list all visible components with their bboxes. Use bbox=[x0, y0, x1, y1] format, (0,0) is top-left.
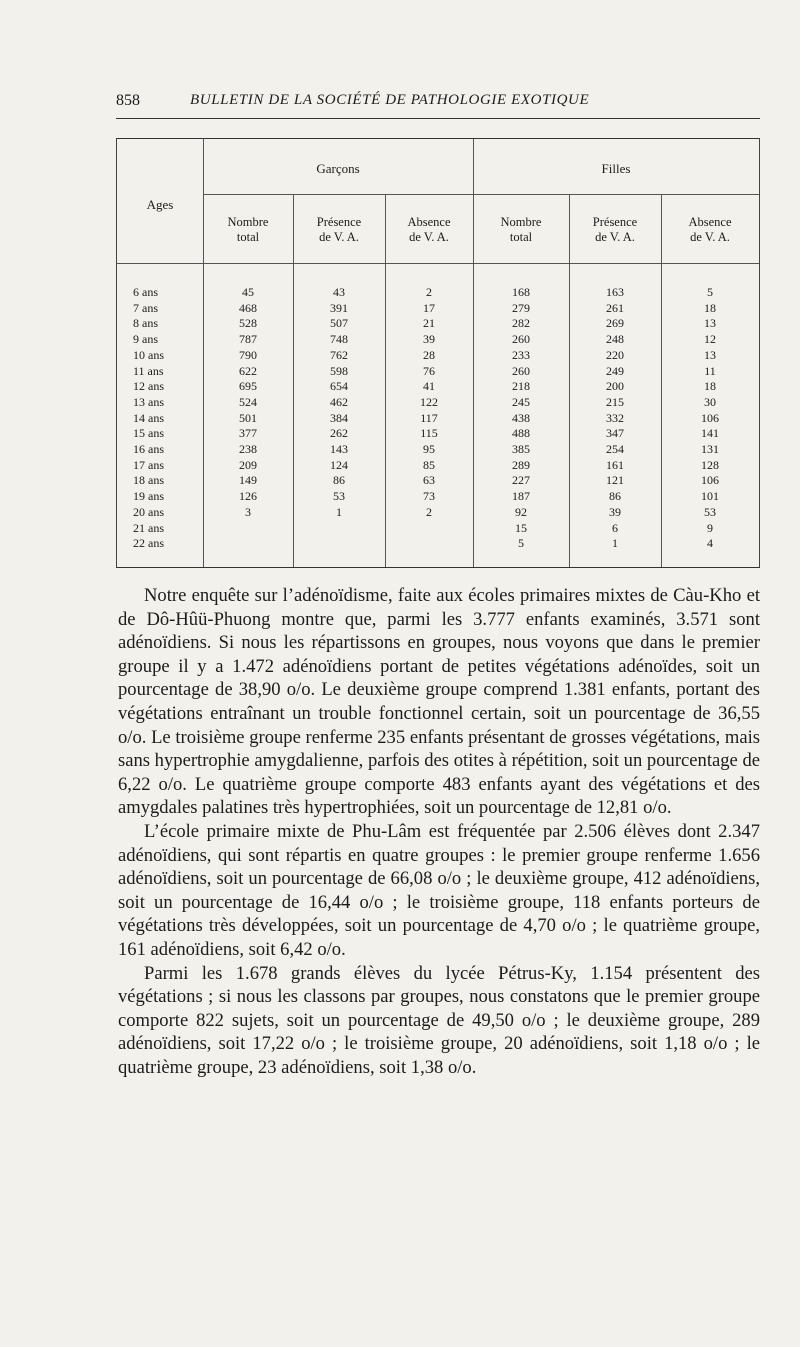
table-cell-g-total: 468 bbox=[239, 300, 257, 315]
table-cell-g-total: 238 bbox=[239, 442, 257, 456]
header-line: Nombre bbox=[227, 215, 269, 229]
table-cell-f-total: 15 bbox=[515, 520, 527, 535]
table-cell-g-pres: 654 bbox=[330, 379, 348, 394]
header-filles: Filles bbox=[601, 161, 631, 176]
table-cell-g-total: 501 bbox=[239, 410, 257, 425]
table-cell-f-pres: 261 bbox=[606, 300, 624, 315]
header-g-absence bbox=[385, 215, 473, 245]
paragraph: Notre enquête sur l’adénoïdisme, faite aux écoles primaires mixtes de Càu-Kho et de Dô-Hûü-Phuong montre que, parmi les 3.777 enfants examinés, 3.571 sont adénoïdiens. Si nous les répartissons en groupes, nous voyons que dans le premier groupe il y a 1.472 adénoïdiens portant de petites végétations adénoïdes, soit un pourcentage de 38,90 o/o. Le deuxième groupe comprend 1.381 enfants, portant des végétations entraînant un trouble fonctionnel certain, soit un pourcentage de 36,55 o/o. Le troisième groupe renferme 235 enfants présentant de grosses végétations, mais sans hypertrophie amygdalienne, parfois des otites à répétition, soit un pourcentage de 6,22 o/o. Le quatrième groupe comporte 483 enfants ayant des végétations et des amygdales palatines très hypertrophiées, soit un pourcentage de 12,81 o/o. bbox=[118, 585, 760, 819]
header-g-total bbox=[203, 215, 293, 245]
table-cell-g-total: 524 bbox=[239, 394, 257, 409]
table-cell-g-abs: 41 bbox=[423, 379, 435, 394]
table-cell-f-abs: 128 bbox=[701, 457, 719, 472]
table-cell-g-abs: 85 bbox=[423, 457, 435, 472]
table-cell-g-abs: 39 bbox=[423, 332, 435, 347]
table-cell-age: 15 ans bbox=[133, 426, 164, 441]
table-cell-f-total: 385 bbox=[512, 442, 530, 456]
table-cell-g-pres: 143 bbox=[330, 442, 348, 456]
table-cell-g-abs: 122 bbox=[420, 394, 438, 409]
header-garcons: Garçons bbox=[316, 161, 360, 176]
table-cell-age: 6 ans bbox=[133, 285, 158, 299]
table-cell-age: 10 ans bbox=[133, 347, 164, 362]
table-cell-g-pres: 53 bbox=[333, 489, 345, 504]
table-cell-age: 12 ans bbox=[133, 379, 164, 394]
table-cell-g-total: 622 bbox=[239, 363, 257, 378]
table-cell-g-pres: 598 bbox=[330, 363, 348, 378]
table-cell-f-abs: 9 bbox=[707, 520, 713, 535]
table-cell-g-total: 126 bbox=[239, 489, 257, 504]
table-cell-g-pres: 748 bbox=[330, 332, 348, 347]
table-cell-f-total: 168 bbox=[512, 285, 530, 299]
page-number: 858 bbox=[116, 92, 140, 109]
header-line: de V. A. bbox=[319, 230, 359, 244]
table-cell-f-total: 92 bbox=[515, 504, 527, 519]
header-f-absence bbox=[661, 215, 759, 245]
table-cell-f-total: 245 bbox=[512, 394, 530, 409]
table-cell-f-pres: 248 bbox=[606, 332, 624, 347]
table-cell-f-total: 289 bbox=[512, 457, 530, 472]
table-cell-g-abs: 76 bbox=[423, 363, 435, 378]
paragraph: L’école primaire mixte de Phu-Lâm est fréquentée par 2.506 élèves dont 2.347 adénoïdiens, qui sont répartis en quatre groupes : le premier groupe renferme 1.656 adénoïdiens, soit un pourcentage de 66,08 o/o ; le deuxième groupe, 412 adénoïdiens, soit un pourcentage de 16,44 o/o ; le troisième groupe, 118 enfants porteurs de végétations très développées, soit un pourcentage de 4,70 o/o ; le quatrième groupe, 161 adénoïdiens, soit 6,42 o/o. bbox=[118, 820, 760, 960]
table-cell-f-pres: 200 bbox=[606, 379, 624, 394]
table-cell-g-abs: 63 bbox=[423, 473, 435, 488]
header-line: de V. A. bbox=[409, 230, 449, 244]
table-cell-age: 11 ans bbox=[133, 363, 164, 378]
table-cell-f-abs: 101 bbox=[701, 489, 719, 504]
table-cell-f-pres: 121 bbox=[606, 473, 624, 488]
table-cell-f-total: 488 bbox=[512, 426, 530, 441]
table-cell-f-total: 260 bbox=[512, 332, 530, 347]
header-line: Nombre bbox=[500, 215, 542, 229]
table-cell-age: 20 ans bbox=[133, 504, 164, 519]
header-g-presence bbox=[293, 215, 385, 245]
table-cell-age: 9 ans bbox=[133, 332, 158, 347]
table-cell-g-pres: 391 bbox=[330, 300, 348, 315]
table-cell-g-total: 209 bbox=[239, 457, 257, 472]
table-cell-g-abs: 2 bbox=[426, 285, 432, 299]
table-cell-f-pres: 215 bbox=[606, 394, 624, 409]
table-cell-g-abs: 117 bbox=[420, 410, 438, 425]
table-cell-g-total: 45 bbox=[242, 285, 254, 299]
header-line: Présence bbox=[316, 215, 362, 229]
table-cell-f-pres: 6 bbox=[612, 520, 618, 535]
table-cell-age: 7 ans bbox=[133, 300, 158, 315]
table-cell-f-pres: 254 bbox=[606, 442, 624, 456]
table-cell-f-total: 260 bbox=[512, 363, 530, 378]
table-cell-f-abs: 11 bbox=[704, 363, 716, 378]
table-cell-f-abs: 12 bbox=[704, 332, 716, 347]
table-cell-g-total: 149 bbox=[239, 473, 257, 488]
table-cell-g-total: 787 bbox=[239, 332, 257, 347]
table-cell-g-total: 377 bbox=[239, 426, 257, 441]
header-f-presence bbox=[569, 215, 661, 245]
table-cell-f-abs: 18 bbox=[704, 379, 716, 394]
journal-title: BULLETIN DE LA SOCIÉTÉ DE PATHOLOGIE EXOTIQUE bbox=[190, 92, 590, 108]
table-cell-f-pres: 347 bbox=[606, 426, 624, 441]
table-cell-f-total: 5 bbox=[518, 536, 524, 551]
table-cell-f-total: 187 bbox=[512, 489, 530, 504]
table-cell-g-pres: 43 bbox=[333, 285, 345, 299]
table-cell-f-pres: 39 bbox=[609, 504, 621, 519]
table-cell-f-pres: 163 bbox=[606, 285, 624, 299]
table-cell-age: 17 ans bbox=[133, 457, 164, 472]
table-cell-f-pres: 1 bbox=[612, 536, 618, 551]
table-cell-g-pres: 462 bbox=[330, 394, 348, 409]
table-cell-g-abs: 115 bbox=[420, 426, 438, 441]
table-cell-f-abs: 5 bbox=[707, 285, 713, 299]
table-cell-g-total: 790 bbox=[239, 347, 257, 362]
table-cell-f-abs: 18 bbox=[704, 300, 716, 315]
table-cell-g-abs: 73 bbox=[423, 489, 435, 504]
header-f-total bbox=[473, 215, 569, 245]
table-cell-f-total: 233 bbox=[512, 347, 530, 362]
table-cell-f-total: 218 bbox=[512, 379, 530, 394]
table-cell-g-total: 528 bbox=[239, 316, 257, 331]
table-cell-g-abs: 17 bbox=[423, 300, 435, 315]
table-cell-f-pres: 249 bbox=[606, 363, 624, 378]
table-cell-age: 19 ans bbox=[133, 489, 164, 504]
table-cell-f-abs: 4 bbox=[707, 536, 713, 551]
header-rule bbox=[116, 118, 760, 119]
header-ages: Ages bbox=[146, 197, 174, 212]
table-cell-f-pres: 332 bbox=[606, 410, 624, 425]
table-cell-g-pres: 507 bbox=[330, 316, 348, 331]
table-cell-f-abs: 106 bbox=[701, 410, 719, 425]
header-line: Présence bbox=[592, 215, 638, 229]
table-cell-f-total: 438 bbox=[512, 410, 530, 425]
table-cell-g-abs: 95 bbox=[423, 442, 435, 456]
table-cell-g-total: 695 bbox=[239, 379, 257, 394]
table-cell-f-abs: 53 bbox=[704, 504, 716, 519]
table-cell-g-pres: 262 bbox=[330, 426, 348, 441]
table-cell-f-abs: 30 bbox=[704, 394, 716, 409]
body-text bbox=[118, 584, 760, 1079]
table-cell-f-total: 227 bbox=[512, 473, 530, 488]
table-cell-f-abs: 106 bbox=[701, 473, 719, 488]
table-cell-g-pres: 1 bbox=[336, 504, 342, 519]
header-line: Absence bbox=[407, 215, 451, 229]
table-cell-g-total: 3 bbox=[245, 504, 251, 519]
table-cell-g-pres: 124 bbox=[330, 457, 348, 472]
header-line: Absence bbox=[688, 215, 732, 229]
header-line: total bbox=[236, 230, 260, 244]
table-cell-g-abs: 28 bbox=[423, 347, 435, 362]
table-cell-age: 13 ans bbox=[133, 394, 164, 409]
paragraph: Parmi les 1.678 grands élèves du lycée Pétrus-Ky, 1.154 présentent des végétations ; si nous les classons par groupes, nous constatons que le premier groupe comporte 822 sujets, soit un pourcentage de 49,50 o/o ; le deuxième groupe, 289 adénoïdiens, soit 17,22 o/o ; le troisième groupe, 20 adénoïdiens, soit 1,18 o/o ; le quatrième groupe, 23 adénoïdiens, soit 1,38 o/o. bbox=[118, 962, 760, 1078]
group-rule bbox=[203, 194, 759, 195]
table-cell-age: 14 ans bbox=[133, 410, 164, 425]
table-cell-f-abs: 13 bbox=[704, 347, 716, 362]
table-cell-f-pres: 86 bbox=[609, 489, 621, 504]
table-cell-age: 8 ans bbox=[133, 316, 158, 331]
header-line: total bbox=[509, 230, 533, 244]
table-cell-f-abs: 131 bbox=[701, 442, 719, 456]
table-cell-f-total: 282 bbox=[512, 316, 530, 331]
table-cell-f-pres: 269 bbox=[606, 316, 624, 331]
data-table bbox=[116, 138, 760, 568]
table-cell-f-pres: 220 bbox=[606, 347, 624, 362]
header-line: de V. A. bbox=[595, 230, 635, 244]
table-cell-age: 22 ans bbox=[133, 536, 164, 551]
table-cell-g-pres: 86 bbox=[333, 473, 345, 488]
table-cell-age: 18 ans bbox=[133, 473, 164, 488]
header-rule bbox=[117, 263, 759, 264]
table-cell-age: 16 ans bbox=[133, 442, 164, 456]
table-cell-f-abs: 141 bbox=[701, 426, 719, 441]
table-cell-f-abs: 13 bbox=[704, 316, 716, 331]
table-cell-g-pres: 762 bbox=[330, 347, 348, 362]
table-cell-f-total: 279 bbox=[512, 300, 530, 315]
running-head bbox=[116, 92, 760, 112]
table-cell-age: 21 ans bbox=[133, 520, 164, 535]
header-line: de V. A. bbox=[690, 230, 730, 244]
table-cell-g-abs: 21 bbox=[423, 316, 435, 331]
table-cell-g-abs: 2 bbox=[426, 504, 432, 519]
table-cell-g-pres: 384 bbox=[330, 410, 348, 425]
table-cell-f-pres: 161 bbox=[606, 457, 624, 472]
